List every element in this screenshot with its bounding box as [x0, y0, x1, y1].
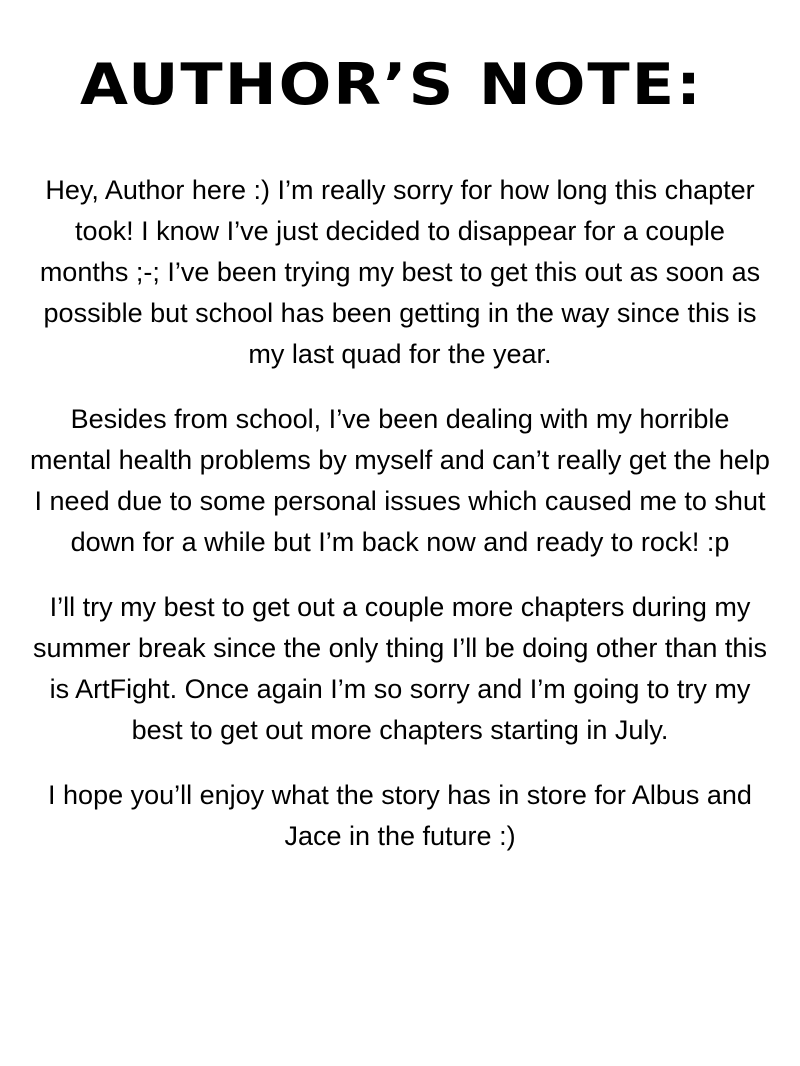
page-title: AUTHOR’S NOTE:	[80, 50, 703, 118]
note-body	[30, 170, 770, 857]
paragraph-closing: I hope you’ll enjoy what the story has in store for Albus and Jace in the future :)	[48, 780, 752, 851]
paragraph-apology: Hey, Author here :) I’m really sorry for how long this chapter took! I know I’ve just decided to disappear for a couple months ;-; I’ve been trying my best to get this out as soon as possible but school has been getting in the way since this is my last quad for the year.	[39, 175, 761, 369]
paragraph-mental-health: Besides from school, I’ve been dealing with my horrible mental health problems by myself and can’t really get the help I need due to some personal issues which caused me to shut down for a while but I’m back now and ready to rock! :p	[30, 404, 770, 557]
paragraph-summer-plans: I’ll try my best to get out a couple more chapters during my summer break since the only thing I’ll be doing other than this is ArtFight. Once again I’m so sorry and I’m going to try my best to get out more chapters starting in July.	[33, 592, 767, 745]
